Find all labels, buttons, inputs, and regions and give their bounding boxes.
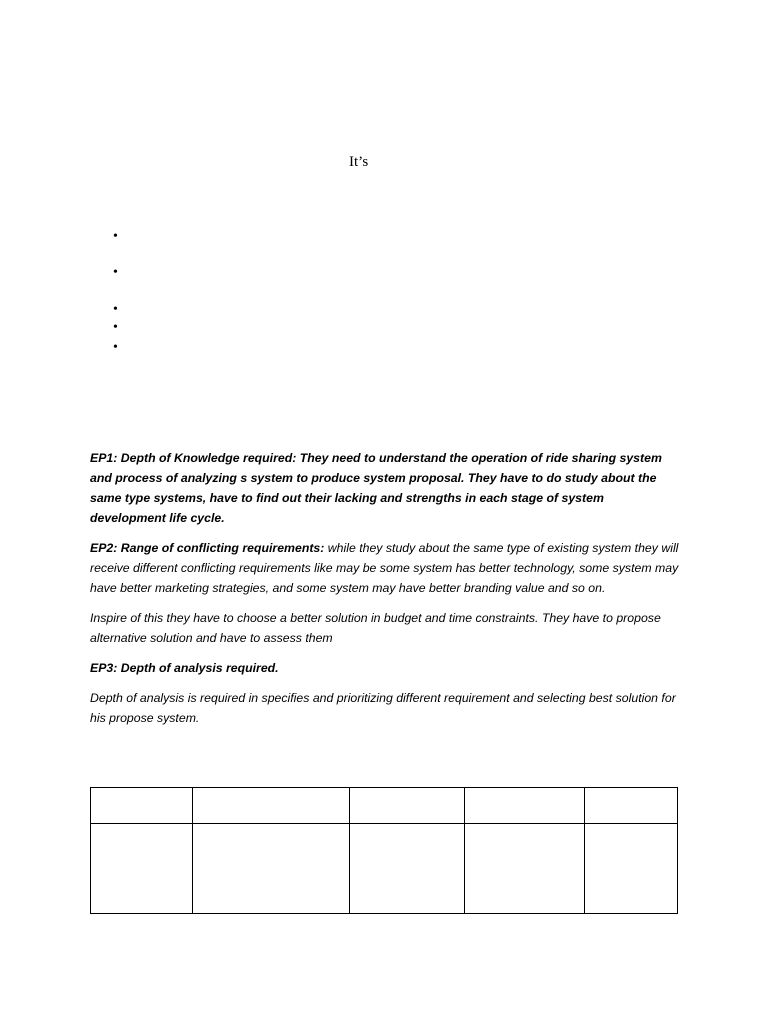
table-cell bbox=[91, 824, 193, 914]
table-cell bbox=[91, 788, 193, 824]
bullet-point: • bbox=[113, 340, 118, 355]
ep2-paragraph bbox=[90, 538, 682, 598]
bullet-point: • bbox=[113, 320, 118, 335]
ep3-heading: EP3: Depth of analysis required. bbox=[90, 661, 279, 675]
table-cell bbox=[193, 824, 350, 914]
table-cell bbox=[350, 824, 465, 914]
bullet-point: • bbox=[113, 265, 118, 280]
document-body bbox=[90, 448, 682, 738]
empty-table bbox=[90, 787, 678, 914]
table-cell bbox=[193, 788, 350, 824]
table-cell bbox=[350, 788, 465, 824]
table-cell bbox=[465, 824, 585, 914]
ep1-paragraph: EP1: Depth of Knowledge required: They need to understand the operation of ride sharing system and process of analyzing s system to produce system proposal. They have to do study about the same type systems, have to find out their lacking and strengths in each stage of system development life cycle. bbox=[90, 451, 662, 525]
bullet-point: • bbox=[113, 302, 118, 317]
table-cell bbox=[465, 788, 585, 824]
inspire-paragraph: Inspire of this they have to choose a better solution in budget and time constraints. They have to propose alternative solution and have to assess them bbox=[90, 611, 661, 645]
table-row bbox=[91, 824, 678, 914]
table-header-row bbox=[91, 788, 678, 824]
bullet-point: • bbox=[113, 229, 118, 244]
ep2-label: EP2: Range of conflicting requirements: bbox=[90, 541, 325, 555]
page-heading: It’s bbox=[349, 154, 369, 170]
table-cell bbox=[585, 824, 678, 914]
ep2-text: while they study about the same type of existing system they will receive different conflicting requirements like may be some system has better technology, some system may have better marketing strategies, and some system may have better branding value and so on. bbox=[90, 541, 679, 595]
table-cell bbox=[585, 788, 678, 824]
depth-paragraph: Depth of analysis is required in specifies and prioritizing different requirement and selecting best solution for his propose system. bbox=[90, 691, 676, 725]
